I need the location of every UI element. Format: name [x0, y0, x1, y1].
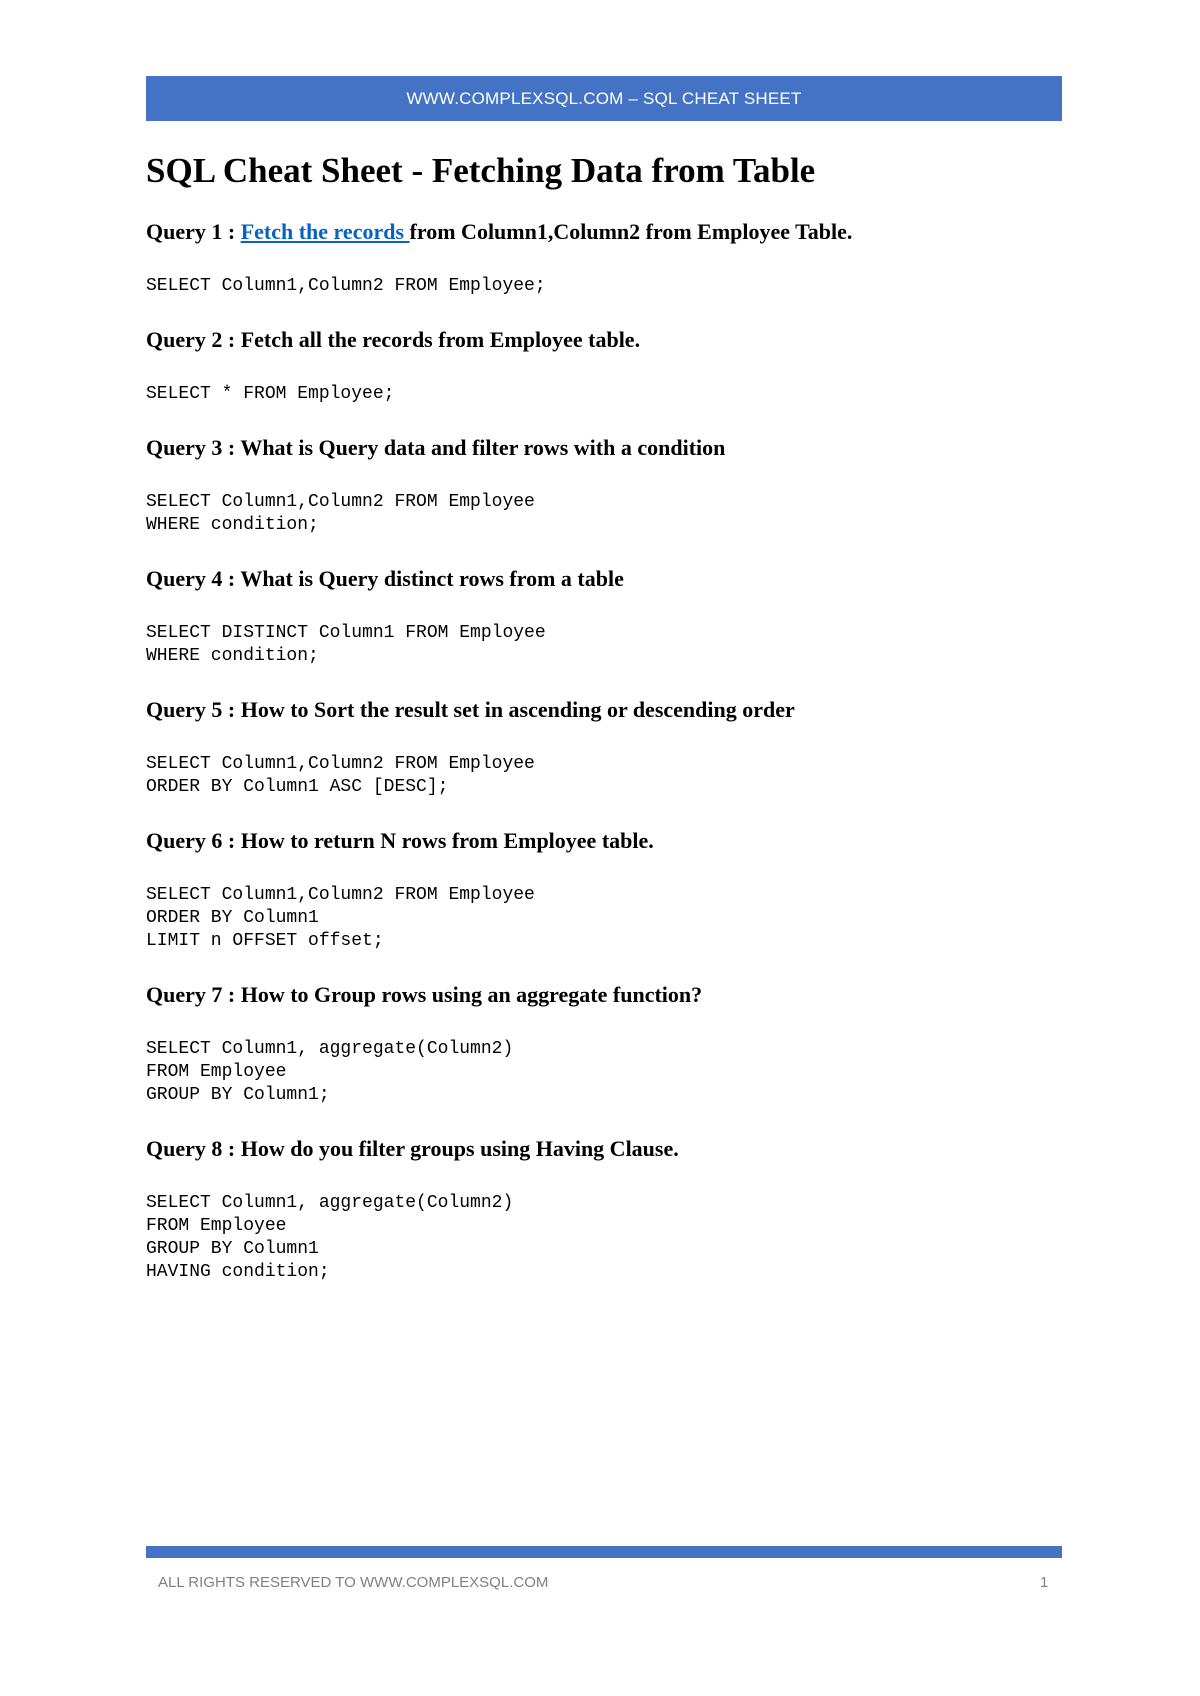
- query-5-label: Query 5 :: [146, 697, 236, 722]
- header-bar: [146, 76, 1062, 121]
- query-6-code: SELECT Column1,Column2 FROM Employee ORDER BY Column1 LIMIT n OFFSET offset;: [146, 885, 535, 951]
- query-8-code: SELECT Column1, aggregate(Column2) FROM Employee GROUP BY Column1 HAVING condition;: [146, 1193, 514, 1282]
- query-7-text: How to Group rows using an aggregate function?: [240, 982, 703, 1007]
- query-2-heading: [146, 327, 640, 353]
- query-1-heading: [146, 219, 852, 245]
- query-3-label: Query 3 :: [146, 435, 236, 460]
- query-2-label: Query 2 :: [146, 327, 236, 352]
- query-8-text: How do you filter groups using Having Clause.: [240, 1136, 679, 1161]
- query-1-label: Query 1 :: [146, 219, 236, 244]
- page-number: 1: [1040, 1574, 1049, 1591]
- query-4-text: What is Query distinct rows from a table: [240, 566, 624, 591]
- query-3-heading: [146, 435, 725, 461]
- query-5-heading: [146, 697, 795, 723]
- query-6-heading: [146, 828, 654, 854]
- query-5-text: How to Sort the result set in ascending or descending order: [240, 697, 795, 722]
- query-2-code: SELECT * FROM Employee;: [146, 384, 395, 404]
- query-7-label: Query 7 :: [146, 982, 236, 1007]
- query-1-code: SELECT Column1,Column2 FROM Employee;: [146, 276, 546, 296]
- footer-text: ALL RIGHTS RESERVED TO WWW.COMPLEXSQL.COM: [158, 1574, 549, 1591]
- query-8-heading: [146, 1136, 679, 1162]
- query-3-text: What is Query data and filter rows with a condition: [240, 435, 726, 460]
- query-4-heading: [146, 566, 624, 592]
- query-7-heading: [146, 982, 702, 1008]
- query-4-label: Query 4 :: [146, 566, 236, 591]
- query-8-label: Query 8 :: [146, 1136, 236, 1161]
- fetch-records-link[interactable]: Fetch the records: [240, 219, 410, 244]
- query-6-label: Query 6 :: [146, 828, 236, 853]
- page-title: SQL Cheat Sheet - Fetching Data from Table: [146, 151, 816, 190]
- query-1-text: from Column1,Column2 from Employee Table.: [409, 219, 853, 244]
- query-5-code: SELECT Column1,Column2 FROM Employee ORDER BY Column1 ASC [DESC];: [146, 754, 535, 797]
- query-6-text: How to return N rows from Employee table.: [240, 828, 654, 853]
- header-text: WWW.COMPLEXSQL.COM – SQL CHEAT SHEET: [406, 88, 802, 108]
- query-3-code: SELECT Column1,Column2 FROM Employee WHERE condition;: [146, 492, 535, 535]
- footer-rule: [146, 1546, 1062, 1558]
- query-2-text: Fetch all the records from Employee table.: [240, 327, 641, 352]
- query-7-code: SELECT Column1, aggregate(Column2) FROM Employee GROUP BY Column1;: [146, 1039, 514, 1105]
- query-4-code: SELECT DISTINCT Column1 FROM Employee WHERE condition;: [146, 623, 546, 666]
